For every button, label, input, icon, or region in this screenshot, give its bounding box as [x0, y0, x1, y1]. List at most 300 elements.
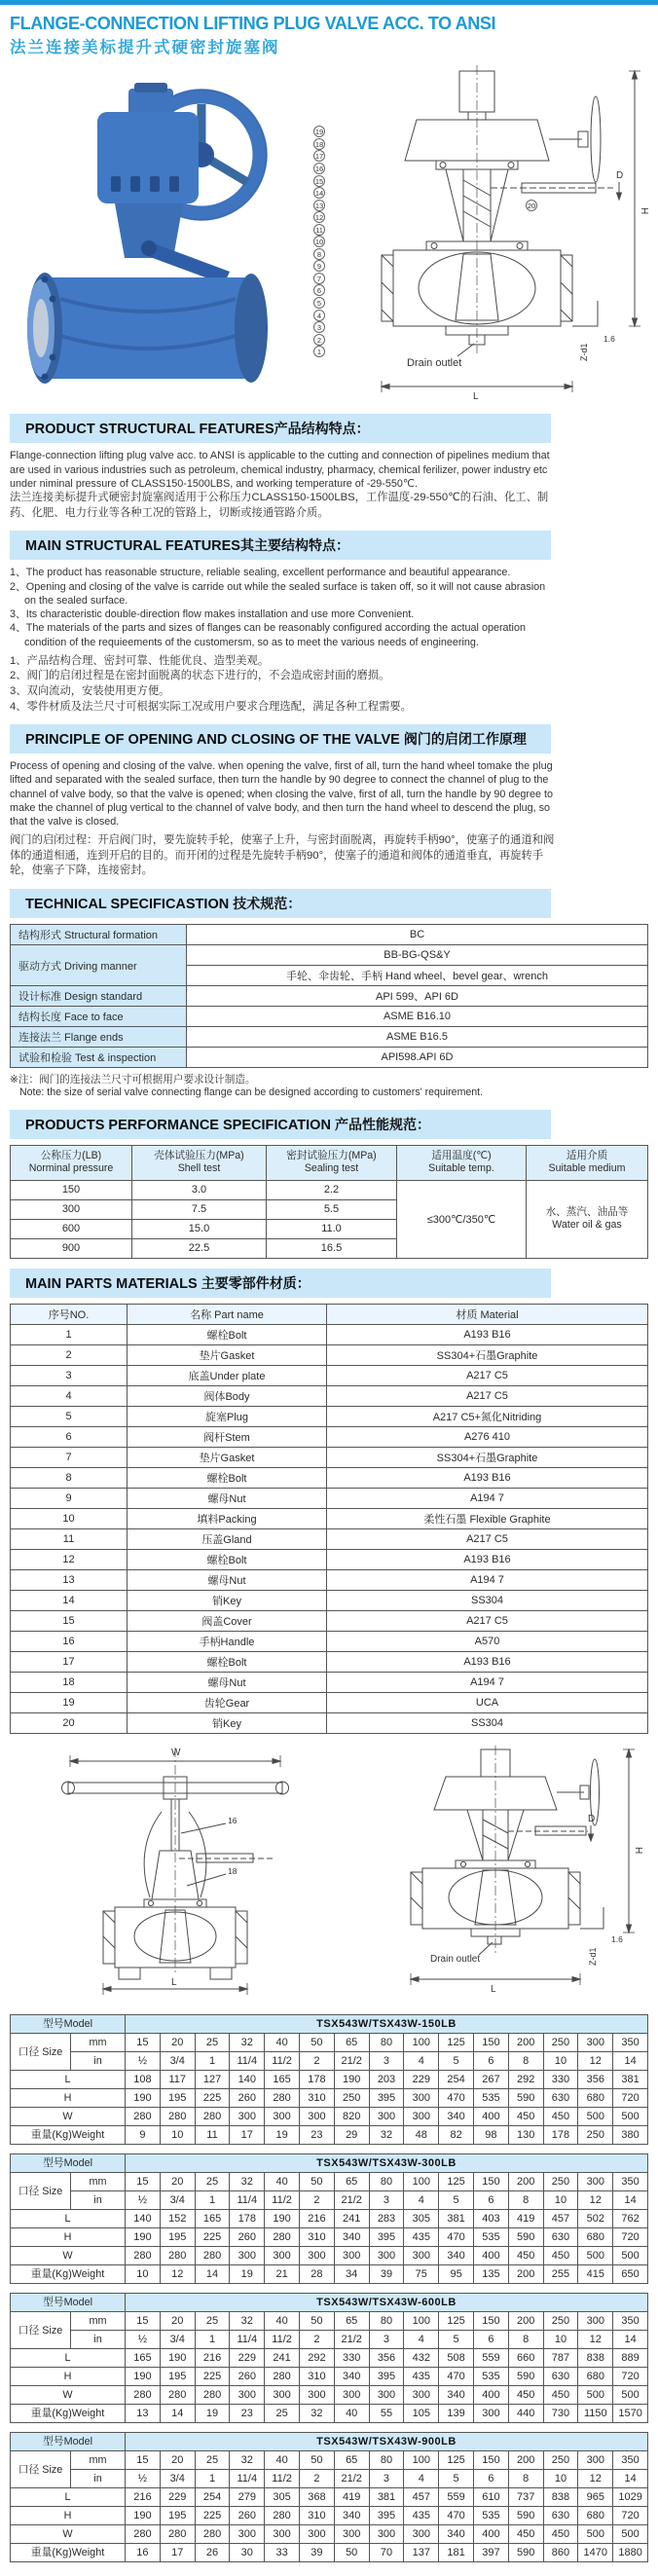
cell-dimension: 310 [300, 2227, 335, 2246]
cell-dimension: 55 [369, 2404, 404, 2422]
section-parts-materials [10, 1269, 648, 1734]
cell-dimension: 225 [195, 2506, 230, 2524]
callout-number: 9 [313, 260, 325, 272]
cell-dimension: 50 [334, 2543, 369, 2561]
section-main-features [10, 531, 648, 715]
cell-dimension: 762 [613, 2209, 648, 2227]
cell-dimension: 19 [230, 2264, 265, 2283]
spec-value: 手轮、伞齿轮、手柄 Hand wheel、bevel gear、wrench [187, 966, 648, 986]
cell-size-mm: 65 [334, 2033, 369, 2051]
cell-name: 旋塞Plug [128, 1406, 327, 1426]
cell-size-in: 10 [543, 2330, 578, 2348]
cell-size-in: 4 [404, 2469, 439, 2487]
cell-dimension: 450 [543, 2107, 578, 2125]
cell-material: A193 B16 [327, 1324, 648, 1344]
cell-dimension: 300 [265, 2246, 300, 2264]
model-tables [10, 2014, 648, 2576]
spec-value: API 599、API 6D [187, 986, 648, 1007]
cell-dimension: 650 [613, 2264, 648, 2283]
dimension-label: 重量(Kg)Weight [11, 2404, 126, 2422]
cell-dimension: 300 [265, 2385, 300, 2404]
cell-size-mm: 200 [508, 2172, 543, 2190]
cell-no: 5 [11, 1406, 128, 1426]
cell-dimension: 300 [300, 2246, 335, 2264]
cell-dimension: 630 [543, 2088, 578, 2107]
callout-number: 3 [313, 321, 325, 333]
cell: 22.5 [132, 1238, 267, 1258]
cell-dimension: 225 [195, 2088, 230, 2107]
cell-size-mm: 32 [230, 2450, 265, 2469]
cell-dimension: 432 [404, 2348, 439, 2367]
cell-material: SS304 [327, 1590, 648, 1610]
table-row [11, 1406, 648, 1426]
table-row [11, 945, 648, 966]
cell-name: 齿轮Gear [128, 1692, 327, 1712]
cell-dimension: 260 [230, 2367, 265, 2385]
table-row [11, 1048, 648, 1068]
cell-dimension: 152 [160, 2209, 195, 2227]
cell-dimension: 165 [265, 2070, 300, 2088]
cell-size-in: 8 [508, 2330, 543, 2348]
cell-dimension: 1570 [613, 2404, 648, 2422]
mm-label: mm [71, 2172, 126, 2190]
col-header-no: 序号NO. [11, 1304, 128, 1324]
dimension-label: L [11, 2070, 126, 2088]
cell-dimension: 450 [508, 2385, 543, 2404]
dimension-row [11, 2404, 648, 2422]
cell-dimension: 292 [300, 2348, 335, 2367]
heading-en: MAIN PARTS MATERIALS [25, 1275, 198, 1292]
cell-size-mm: 250 [543, 2033, 578, 2051]
table-row [11, 1467, 648, 1488]
cell-dimension: 680 [578, 2227, 613, 2246]
callout-number: 15 [314, 176, 324, 186]
cell-size-mm: 300 [578, 2172, 613, 2190]
cell-dimension: 190 [126, 2088, 161, 2107]
cell-dimension: 440 [508, 2404, 543, 2422]
table-row [11, 925, 648, 945]
valve-photo [2, 61, 292, 404]
callout-number: 16 [314, 165, 324, 173]
callout-number: 14 [314, 189, 324, 199]
cell-dimension: 889 [613, 2348, 648, 2367]
cell-size-mm: 150 [473, 2033, 508, 2051]
cell-dimension: 32 [369, 2125, 404, 2144]
cell-dimension: 305 [265, 2487, 300, 2506]
cell-dimension: 11 [195, 2125, 230, 2144]
cell-dimension: 250 [578, 2125, 613, 2144]
valve-section-drawing [292, 61, 658, 404]
parts-table [10, 1304, 648, 1734]
cell-size-mm: 80 [369, 2033, 404, 2051]
table-row [11, 1651, 648, 1672]
size-mm-row [11, 2033, 648, 2051]
cell-dimension: 300 [334, 2246, 369, 2264]
cell-dimension: 720 [613, 2367, 648, 2385]
cell-dimension: 135 [473, 2264, 508, 2283]
cell-dimension: 965 [578, 2487, 613, 2506]
cell-size-in: 6 [473, 2469, 508, 2487]
cell-dimension: 33 [265, 2543, 300, 2561]
table-row [11, 1488, 648, 1508]
cell-name: 销Key [128, 1590, 327, 1610]
cell-dimension: 1029 [613, 2487, 648, 2506]
cell-dimension: 190 [334, 2070, 369, 2088]
cell-size-mm: 25 [195, 2311, 230, 2330]
cell-size-in: 11/4 [230, 2051, 265, 2070]
cell-size-mm: 250 [543, 2172, 578, 2190]
cell-material: 柔性石墨 Flexible Graphite [327, 1508, 648, 1528]
cell: 3.0 [132, 1180, 267, 1199]
cell-dimension: 13 [126, 2404, 161, 2422]
features-paragraph-en: Flange-connection lifting plug valve acc. to ANSI is applicable to the cutting and connection of pipelines medium that are used in various industries such as petroleum, chemical industry, pharmacy, chemical ferilizer, power industry etc under niminal pressure of CLASS150-1500LBS, and working temperature of -29-550℃. [10, 450, 550, 490]
table-row [11, 1027, 648, 1048]
dim-l-label: L [491, 1983, 496, 1995]
cell-dimension: 1150 [578, 2404, 613, 2422]
cell-dimension: 450 [508, 2246, 543, 2264]
cell-size-in: 5 [439, 2330, 474, 2348]
cell-dimension: 23 [230, 2404, 265, 2422]
cell-dimension: 500 [613, 2246, 648, 2264]
cell-material: A194 7 [327, 1488, 648, 1508]
table-row [11, 1447, 648, 1467]
cell-dimension: 39 [300, 2543, 335, 2561]
cell-dimension: 105 [404, 2404, 439, 2422]
cell-dimension: 190 [265, 2209, 300, 2227]
cell-no: 20 [11, 1712, 128, 1733]
cell-material: A193 B16 [327, 1467, 648, 1488]
cell-dimension: 680 [578, 2367, 613, 2385]
cell-dimension: 820 [334, 2107, 369, 2125]
cell-size-mm: 80 [369, 2172, 404, 2190]
dimension-row [11, 2348, 648, 2367]
cell-dimension: 139 [439, 2404, 474, 2422]
cell-name: 填料Packing [128, 1508, 327, 1528]
cell-size-mm: 25 [195, 2172, 230, 2190]
callout-number: 7 [313, 273, 325, 284]
cell-size-in: 6 [473, 2330, 508, 2348]
cell-dimension: 300 [230, 2107, 265, 2125]
table-row [11, 1324, 648, 1344]
cell-dimension: 28 [300, 2264, 335, 2283]
heading-cn: 产品结构特点： [274, 421, 370, 437]
cell-dimension: 241 [265, 2348, 300, 2367]
col-header-shell: 壳体试验压力(MPa) Shell test [132, 1145, 267, 1180]
cell-dimension: 25 [265, 2404, 300, 2422]
principle-paragraph-cn: 阀门的启闭过程：开启阀门时，要先旋转手轮，使塞子上升，与密封面脱离，再旋转手柄90°，使塞子的通道和阀体的通道相通，连到开启的目的。而开闭的过程是先旋转手柄90°，使塞子的通道和阀体的通道垂直，再旋转手轮，使塞子下降，连接密封。 [10, 834, 555, 877]
wrench-valve-art [29, 1742, 321, 1997]
cell-dimension: 300 [230, 2385, 265, 2404]
cell-size-mm: 350 [613, 2311, 648, 2330]
cell-material: A217 C5 [327, 1385, 648, 1406]
cell-size-mm: 32 [230, 2033, 265, 2051]
cell-size-mm: 32 [230, 2311, 265, 2330]
cell-dimension: 267 [473, 2070, 508, 2088]
cell-dimension: 395 [369, 2506, 404, 2524]
dimension-row [11, 2487, 648, 2506]
cell-size-in: 6 [473, 2051, 508, 2070]
model-row [11, 2014, 648, 2033]
cell-dimension: 450 [543, 2385, 578, 2404]
cell-material: A276 410 [327, 1426, 648, 1447]
table-header-row [11, 1304, 648, 1324]
cell-dimension: 330 [334, 2348, 369, 2367]
cell-dimension: 381 [613, 2070, 648, 2088]
dimension-label: W [11, 2107, 126, 2125]
cell-dimension: 590 [508, 2227, 543, 2246]
cell-dimension: 380 [613, 2125, 648, 2144]
cell-dimension: 229 [404, 2070, 439, 2088]
cell-temp: ≤300℃/350℃ [397, 1180, 527, 1258]
size-in-row [11, 2190, 648, 2209]
cell-size-in: 3/4 [160, 2190, 195, 2209]
cell-size-in: ½ [126, 2330, 161, 2348]
cell-dimension: 435 [404, 2227, 439, 2246]
cell: 900 [11, 1238, 132, 1258]
cell-size-mm: 200 [508, 2033, 543, 2051]
cell-no: 2 [11, 1344, 128, 1365]
dimension-row [11, 2246, 648, 2264]
cell-dimension: 279 [230, 2487, 265, 2506]
cell-dimension: 330 [543, 2070, 578, 2088]
dimension-row [11, 2209, 648, 2227]
size-in-row [11, 2330, 648, 2348]
cell-dimension: 300 [369, 2107, 404, 2125]
cell-dimension: 838 [578, 2348, 613, 2367]
cell-dimension: 400 [473, 2524, 508, 2543]
cell-dimension: 559 [473, 2348, 508, 2367]
cell-size-in: 1 [195, 2330, 230, 2348]
page-title-cn: 法兰连接美标提升式硬密封旋塞阀 [10, 39, 280, 57]
cell-dimension: 470 [439, 2227, 474, 2246]
dimension-row [11, 2385, 648, 2404]
cell-dimension: 12 [160, 2264, 195, 2283]
cell-dimension: 590 [508, 2506, 543, 2524]
table-row [11, 1631, 648, 1651]
cell-size-mm: 40 [265, 2033, 300, 2051]
col-header-material: 材质 Material [327, 1304, 648, 1324]
table-row [11, 1344, 648, 1365]
cell-size-mm: 50 [300, 2033, 335, 2051]
cell-name: 阀盖Cover [128, 1610, 327, 1631]
cell-size-mm: 65 [334, 2172, 369, 2190]
callout-number: 5 [313, 297, 325, 309]
feature-item: 1、产品结构合理、密封可靠、性能优良、造型美观。 [10, 654, 270, 667]
section-heading [10, 1269, 551, 1298]
cell-dimension: 610 [473, 2487, 508, 2506]
cell-size-in: 3 [369, 2190, 404, 2209]
drain-outlet-label: Drain outlet [430, 1953, 481, 1965]
cell-dimension: 300 [230, 2246, 265, 2264]
cell-dimension: 340 [439, 2246, 474, 2264]
cell-dimension: 535 [473, 2088, 508, 2107]
cell-dimension: 470 [439, 2088, 474, 2107]
cell-size-in: 3 [369, 2330, 404, 2348]
mm-label: mm [71, 2450, 126, 2469]
cell-dimension: 117 [160, 2070, 195, 2088]
dimension-row [11, 2543, 648, 2561]
cell-size-in: 14 [613, 2051, 648, 2070]
cell-size-mm: 15 [126, 2311, 161, 2330]
size-label: 口径 Size [11, 2311, 71, 2348]
cell-size-in: 10 [543, 2051, 578, 2070]
cell-dimension: 450 [543, 2246, 578, 2264]
feature-item: 1、The product has reasonable structure, reliable sealing, excellent performance and beautiful appearance. [10, 567, 511, 579]
principle-paragraph-en: Process of opening and closing of the valve. when opening the valve, first of all, turn the hand wheel tomake the plug lifted and separated with the sealed surface, then turn the handle by 90 degree to connect the channel of plug to the channel of valve body, so that the valve is opened; when closing the valve, first of all, turn the handle by 90 degree to make the channel of plug vertical to the channel of valve body, and then turn the hand wheel to descend the plug, so that the valve is closed. [10, 760, 553, 828]
section-principle [10, 724, 648, 879]
cell-dimension: 300 [300, 2107, 335, 2125]
cell-size-mm: 250 [543, 2450, 578, 2469]
cell-material: A217 C5+氮化Nitriding [327, 1406, 648, 1426]
dim-h-label: H [639, 207, 649, 215]
cell-no: 19 [11, 1692, 128, 1712]
cell-dimension: 300 [230, 2524, 265, 2543]
cell-dimension: 75 [404, 2264, 439, 2283]
table-row [11, 1712, 648, 1733]
mm-label: mm [71, 2311, 126, 2330]
cell-dimension: 356 [578, 2070, 613, 2088]
table-row [11, 1528, 648, 1549]
cell-size-in: 1 [195, 2051, 230, 2070]
cell-material: A193 B16 [327, 1549, 648, 1569]
cell-dimension: 300 [404, 2246, 439, 2264]
cell-dimension: 19 [265, 2125, 300, 2144]
cell-dimension: 280 [195, 2524, 230, 2543]
table-row [11, 1672, 648, 1692]
cell-size-in: 3/4 [160, 2469, 195, 2487]
dimension-row [11, 2227, 648, 2246]
cell-dimension: 535 [473, 2367, 508, 2385]
dimension-rows [11, 2348, 648, 2422]
model-dimension-table [10, 2153, 648, 2284]
dimension-label: H [11, 2088, 126, 2107]
cell-size-in: 3 [369, 2469, 404, 2487]
cell-dimension: 502 [578, 2209, 613, 2227]
cell-dimension: 300 [300, 2385, 335, 2404]
feature-list-en [10, 566, 648, 649]
spec-label: 设计标准 Design standard [11, 986, 187, 1007]
cell-dimension: 340 [334, 2227, 369, 2246]
cell-size-in: 21/2 [334, 2330, 369, 2348]
cell-dimension: 300 [404, 2107, 439, 2125]
cell-size-in: 10 [543, 2190, 578, 2209]
heading-en: PRINCIPLE OF OPENING AND CLOSING OF THE VALVE [25, 732, 400, 749]
wrench-valve-drawing [29, 1742, 321, 1997]
cell-dimension: 381 [439, 2209, 474, 2227]
cell-dimension: 229 [160, 2487, 195, 2506]
cell-dimension: 300 [369, 2385, 404, 2404]
cell-dimension: 590 [508, 2367, 543, 2385]
cell-size-mm: 15 [126, 2033, 161, 2051]
dim-d-label: D [588, 1813, 596, 1824]
dimension-row [11, 2264, 648, 2283]
cell-size-in: 14 [613, 2330, 648, 2348]
cell-size-mm: 20 [160, 2311, 195, 2330]
feature-item: 2、Opening and closing of the valve is carride out while the sealed surface is taken off, so it will not cause abrasion on the sealed surface. [10, 580, 546, 607]
cell-size-mm: 100 [404, 2172, 439, 2190]
cell-dimension: 98 [473, 2125, 508, 2144]
cell-dimension: 630 [543, 2367, 578, 2385]
cell-name: 手柄Handle [128, 1631, 327, 1651]
cell-dimension: 559 [439, 2487, 474, 2506]
table-row [11, 986, 648, 1007]
table-row [11, 1385, 648, 1406]
cell-material: A194 7 [327, 1672, 648, 1692]
cell-dimension: 280 [195, 2246, 230, 2264]
dim-l-label: L [171, 1976, 177, 1988]
cell-size-in: 12 [578, 2190, 613, 2209]
dimension-label: 重量(Kg)Weight [11, 2264, 126, 2283]
cell-dimension: 403 [473, 2209, 508, 2227]
cell: 7.5 [132, 1199, 267, 1219]
callout-number: 2 [313, 334, 325, 346]
cell-size-in: 3 [369, 2051, 404, 2070]
cell-size-in: 8 [508, 2190, 543, 2209]
cell-size-in: 8 [508, 2469, 543, 2487]
cell-dimension: 838 [543, 2487, 578, 2506]
cell-material: A217 C5 [327, 1610, 648, 1631]
heading-cn: 其主要结构特点： [239, 537, 349, 554]
callout-number: 6 [313, 284, 325, 296]
cell-dimension: 300 [265, 2524, 300, 2543]
cell-dimension: 195 [160, 2367, 195, 2385]
callout-number: 13 [314, 201, 324, 210]
cell-dimension: 340 [439, 2524, 474, 2543]
cell-dimension: 535 [473, 2506, 508, 2524]
cell-dimension: 260 [230, 2227, 265, 2246]
drain-outlet-label: Drain outlet [407, 357, 462, 370]
cell-size-in: 2 [300, 2469, 335, 2487]
cell-dimension: 10 [160, 2125, 195, 2144]
cell-dimension: 381 [369, 2487, 404, 2506]
model-row [11, 2432, 648, 2450]
cell-dimension: 300 [369, 2524, 404, 2543]
cell-size-in: 8 [508, 2051, 543, 2070]
model-name: TSX543W/TSX43W-600LB [126, 2293, 648, 2311]
cell-size-mm: 20 [160, 2033, 195, 2051]
feature-item: 2、阀门的启闭过程是在密封面脱离的状态下进行的，不会造成密封面的磨损。 [10, 670, 390, 682]
roughness-label: 1.6 [603, 334, 615, 345]
dimension-row [11, 2070, 648, 2088]
dimension-row [11, 2367, 648, 2385]
cell-dimension: 127 [195, 2070, 230, 2088]
table-header-row [11, 1145, 648, 1180]
cell-dimension: 340 [439, 2385, 474, 2404]
cell: 300 [11, 1199, 132, 1219]
cell-size-mm: 80 [369, 2311, 404, 2330]
cell-dimension: 255 [543, 2264, 578, 2283]
cell-dimension: 250 [334, 2088, 369, 2107]
cell-no: 13 [11, 1569, 128, 1590]
cell-dimension: 368 [300, 2487, 335, 2506]
note-en: Note: the size of serial valve connecting flange can be designed according to customers' requirement. [19, 1086, 484, 1099]
callout-number-20: 20 [527, 202, 536, 211]
dimension-label: 重量(Kg)Weight [11, 2543, 126, 2561]
cell-dimension: 450 [508, 2107, 543, 2125]
spec-label: 试验和检验 Test & inspection [11, 1048, 187, 1068]
section-heading [10, 1110, 551, 1139]
cell-dimension: 181 [439, 2543, 474, 2561]
cell-size-mm: 15 [126, 2172, 161, 2190]
cell-dimension: 260 [230, 2506, 265, 2524]
cell-dimension: 419 [334, 2487, 369, 2506]
cell-size-in: 21/2 [334, 2051, 369, 2070]
cell-dimension: 340 [334, 2506, 369, 2524]
cell-dimension: 48 [404, 2125, 439, 2144]
model-dimension-table [10, 2432, 648, 2562]
cell-material: SS304+石墨Graphite [327, 1447, 648, 1467]
heading-en: PRODUCT STRUCTURAL FEATURES [25, 422, 274, 438]
